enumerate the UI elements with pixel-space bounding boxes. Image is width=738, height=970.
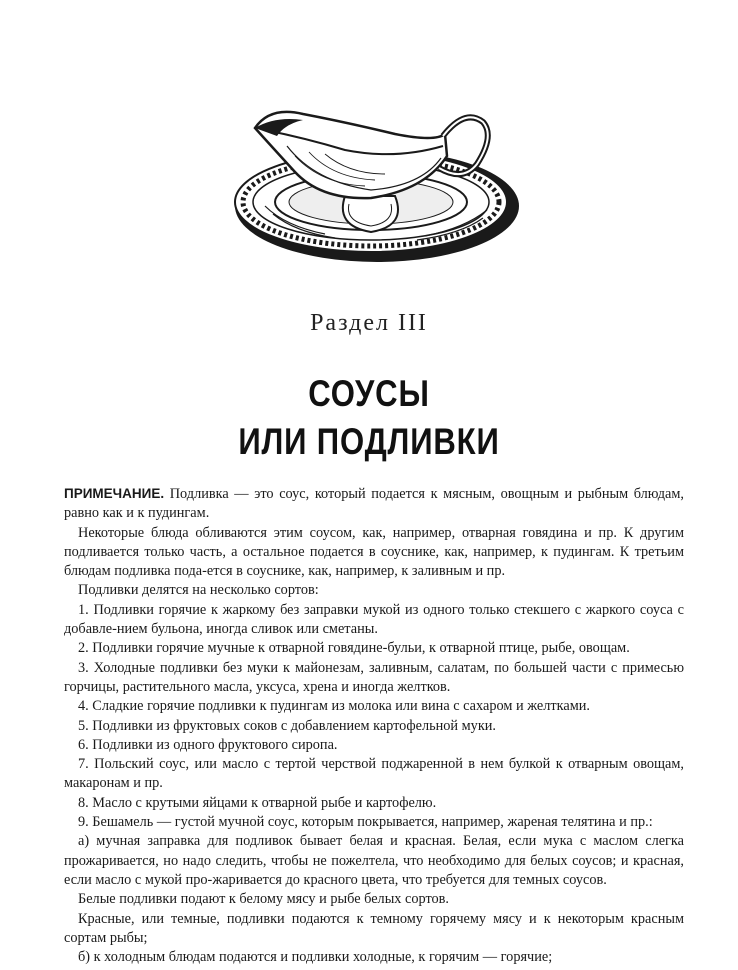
paragraph: Подливки делятся на несколько сортов: bbox=[78, 582, 319, 599]
paragraph: 7. Польский соус, или масло с тертой черствой поджаренной в нем булкой к отварным овощам, макаронам и пр. bbox=[64, 756, 684, 792]
paragraph: 3. Холодные подливки без муки к майонезам, заливным, салатам, по большей части с примесью горчицы, растительного масла, уксуса, хрена и иногда желтков. bbox=[64, 659, 684, 695]
paragraph: Красные, или темные, подливки подаются к темному горячему мясу и к некоторым красным сортам рыбы; bbox=[64, 910, 684, 946]
paragraph: 5. Подливки из фруктовых соков с добавлением картофельной муки. bbox=[78, 717, 496, 734]
note-paragraph bbox=[64, 484, 684, 524]
paragraph: 2. Подливки горячие мучные к отварной говядине-бульи, к отварной птице, рыбе, овощам. bbox=[78, 640, 630, 657]
body-text bbox=[64, 484, 684, 967]
title-line-2: ИЛИ ПОДЛИВКИ bbox=[238, 421, 500, 462]
paragraph: Белые подливки подают к белому мясу и рыбе белых сортов. bbox=[78, 891, 450, 908]
paragraph: а) мучная заправка для подливок бывает белая и красная. Белая, если мука с маслом слегка прожаривается, но надо следить, чтобы не пожелтела, что необходимо для белых соусов; и красная, если масло с мукой про-жаривается до красного цвета, что требуется для темных соусов. bbox=[64, 833, 684, 888]
title-line-1: СОУСЫ bbox=[308, 373, 430, 414]
note-text: Подливка — это соус, который подается к мясным, овощным и рыбным блюдам, равно как и к пудингам. bbox=[64, 486, 684, 522]
paragraph: 1. Подливки горячие к жаркому без заправки мукой из одного только стекшего с жаркого соуса с добавле-нием бульона, иногда сливок или сметаны. bbox=[64, 601, 684, 638]
page-title bbox=[59, 370, 679, 466]
paragraph: 6. Подливки из одного фруктового сиропа. bbox=[78, 736, 338, 753]
note-label: ПРИМЕЧАНИЕ. bbox=[64, 486, 165, 501]
paragraph: Некоторые блюда обливаются этим соусом, как, например, отварная говядина и пр. К другим подливается только часть, а остальное подается в соуснике, как, например, к пудингам. К третьим блюдам подливка пода-ется в соуснике, как, например, к заливным и пр. bbox=[64, 524, 684, 580]
paragraph: б) к холодным блюдам подаются и подливки холодные, к горячим — горячие; bbox=[78, 949, 553, 966]
paragraph: 4. Сладкие горячие подливки к пудингам из молока или вина с сахаром и желтками. bbox=[78, 698, 590, 715]
paragraph: 9. Бешамель — густой мучной соус, которым покрывается, например, жареная телятина и пр.: bbox=[78, 814, 653, 831]
paragraph: 8. Масло с крутыми яйцами к отварной рыбе и картофелю. bbox=[78, 794, 437, 811]
section-label: Раздел III bbox=[310, 310, 428, 336]
gravy-boat-icon bbox=[225, 86, 527, 276]
